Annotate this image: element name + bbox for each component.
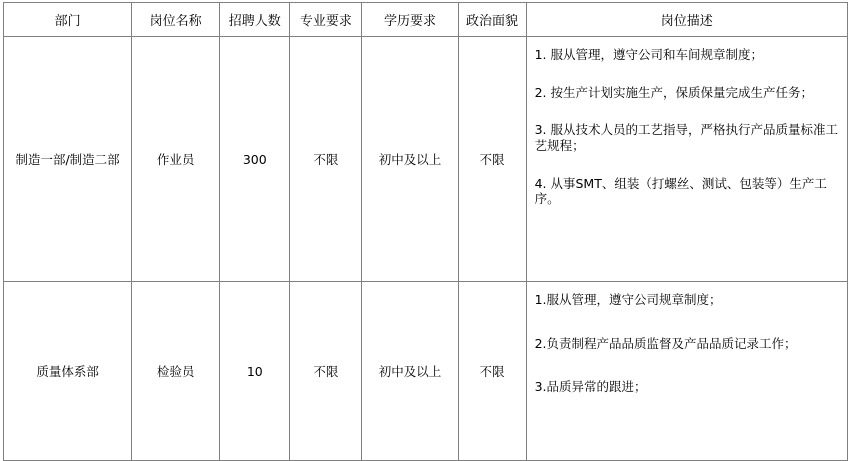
- table-header: [4, 3, 848, 37]
- cell-description: [526, 282, 847, 461]
- description-line: 3. 服从技术人员的工艺指导，严格执行产品质量标准工艺规程；: [534, 122, 838, 153]
- description-line: 2.负责制程产品品质监督及产品品质记录工作；: [534, 335, 797, 351]
- cell-major: 不限: [290, 37, 362, 282]
- header-cell-political: 政治面貌: [458, 3, 526, 37]
- header-cell-description: 岗位描述: [526, 3, 847, 37]
- description-line: 2. 按生产计划实施生产，保质保量完成生产任务；: [534, 84, 813, 100]
- cell-headcount: 300: [220, 37, 290, 282]
- job-table: [3, 2, 848, 461]
- cell-department: 制造一部/制造二部: [4, 37, 132, 282]
- description-line: 3.品质异常的跟进；: [534, 379, 647, 395]
- description-line: 4. 从事SMT、组装（打螺丝、测试、包装等）生产工序。: [534, 175, 827, 207]
- header-cell-headcount: 招聘人数: [220, 3, 290, 37]
- cell-description: [526, 37, 847, 282]
- cell-department: 质量体系部: [4, 282, 132, 461]
- cell-major: 不限: [290, 282, 362, 461]
- cell-education: 初中及以上: [362, 282, 458, 461]
- job-listing-sheet: [0, 2, 850, 427]
- cell-political: 不限: [458, 37, 526, 282]
- header-cell-major: 专业要求: [290, 3, 362, 37]
- header-cell-education: 学历要求: [362, 3, 458, 37]
- table-row: [4, 282, 848, 461]
- description-line: 1.服从管理，遵守公司规章制度；: [534, 292, 722, 307]
- header-cell-position: 岗位名称: [132, 3, 220, 37]
- cell-position: 作业员: [132, 37, 220, 282]
- table-row: [4, 37, 848, 282]
- cell-education: 初中及以上: [362, 37, 458, 282]
- header-cell-department: 部门: [4, 3, 132, 37]
- header-row: [4, 3, 848, 37]
- cell-political: 不限: [458, 282, 526, 461]
- table-body: [4, 37, 848, 461]
- description-line: 1. 服从管理，遵守公司和车间规章制度；: [534, 47, 763, 62]
- cell-position: 检验员: [132, 282, 220, 461]
- cell-headcount: 10: [220, 282, 290, 461]
